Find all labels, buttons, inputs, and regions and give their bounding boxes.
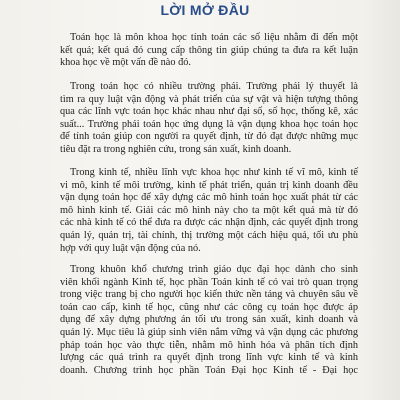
paragraph-intro [60, 32, 358, 70]
text-line: Trong kinh tế, nhiều lĩnh vực khoa học như kinh tế vĩ mô, kinh tế [70, 167, 358, 178]
text-line: qua các lĩnh vực toán học khác nhau như đại số, số học, thống kê, xác [60, 106, 358, 118]
text-line: vi mô, kinh tế môi trường, kinh tế phát triển, quản trị kinh doanh đều [60, 179, 358, 191]
text-line: quản lý, quản trị, tài chính, thị trường một cách hiệu quả, tối ưu phù [60, 229, 358, 241]
text-line: Trong toán học có nhiều trường phái. Trường phái lý thuyết là [70, 81, 358, 92]
page-title: LỜI MỞ ĐẦU [160, 2, 250, 18]
text-line: lượng các quá trình ra quyết định trong lĩnh vực kinh tế và kinh [60, 352, 358, 364]
text-line: Toán học là môn khoa học tính toán các số liệu nhằm đi đến một [70, 32, 358, 43]
text-line: vận dụng toán học để xây dựng các mô hình toán học xuất phát từ các [60, 192, 358, 204]
text-line: kết quả; kết quả đó cung cấp thông tin giúp chúng ta đưa ra kết luận [60, 44, 358, 56]
text-line: khoa học về một vấn đề nào đó. [60, 57, 191, 69]
text-line: tiêu đặt ra trong nghiên cứu, trong sản xuất, kinh doanh. [60, 143, 292, 155]
text-line: các nhà kinh tế có thể đưa ra được các nhận định, các quyết định trong [60, 217, 358, 229]
text-line: dụng để xây dựng phương án tối ưu trong sản xuất, kinh doanh và [60, 314, 358, 326]
paragraph-economics [60, 167, 358, 255]
text-line: tìm ra quy luật vận động và phát triển của sự vật và hiện tượng thông [60, 93, 358, 105]
text-line: mô hình kinh tế. Giải các mô hình này cho ta một kết quả mà từ đó [60, 204, 358, 216]
text-line: doanh. Chương trình học phần Toán Đại học Kinh tế - Đại học [60, 364, 358, 376]
text-line: toán cao cấp, kinh tế học, cũng như các công cụ toán học được áp [60, 301, 358, 313]
text-line: suất... Trường phái toán học ứng dụng là vận dụng khoa học toán học [60, 118, 358, 130]
text-line: hợp với quy luật vận động của nó. [60, 242, 201, 254]
text-line: quản lý. Mục tiêu là giúp sinh viên nắm vững và vận dụng các phương [60, 326, 358, 338]
text-line: Trong khuôn khổ chương trình giáo dục đại học dành cho sinh [70, 264, 358, 275]
text-line: pháp toán học vào thực tiễn, nhằm mô hình hóa và phân tích định [60, 339, 358, 351]
paragraph-curriculum [60, 264, 358, 377]
paragraph-schools [60, 81, 358, 157]
text-line: trong việc trang bị cho người học kiến thức nền tảng và chuyên sâu về [60, 289, 358, 301]
page-shadow [364, 0, 400, 400]
text-line: viên khối ngành Kinh tế, học phần Toán kinh tế có vai trò quan trọng [60, 276, 358, 288]
text-line: để tính toán giúp con người ra quyết định, từ đó đạt được những mục [60, 131, 358, 143]
